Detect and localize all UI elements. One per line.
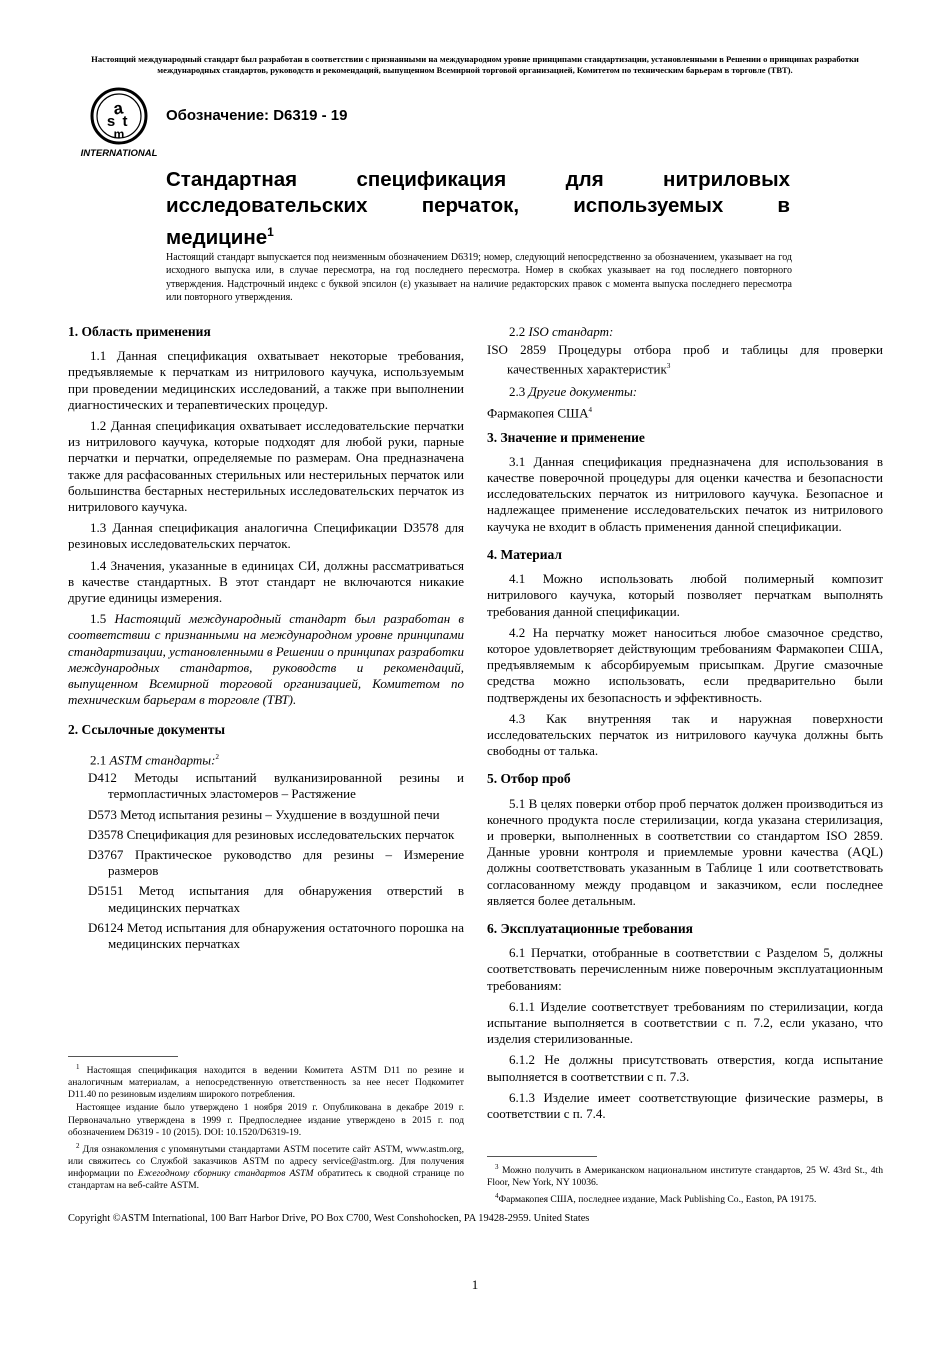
footnote-rule-left <box>68 1056 178 1057</box>
copyright: Copyright ©ASTM International, 100 Barr Harbor Drive, PO Box C700, West Conshohocken, PA 19428-2959. United States <box>68 1213 590 1224</box>
para-1-5-text: Настоящий международный стандарт был разработан в соответствии с признанными на международном уровне принципами стандартизации, установленными в Решении о принципах разработки международных стандартов, руководств и рекомендаций, выпущенном Всемирной торговой организацией, Комитетом по техническим барьерам в торговле (ТВТ). <box>68 611 465 708</box>
footnote-3-mark: 3 <box>495 1163 499 1171</box>
footnote-4-text: Фармакопея США, последнее издание, Mack Publishing Co., Easton, PA 19175. <box>498 1194 817 1206</box>
header-notice: Настоящий международный стандарт был разработан в соответствии с признанными на международном уровне принципами стандартизации, установленными в Решении о принципах разработки международных стандартов, руководств и рекомендаций, выпущенном Всемирной торговой организацией, Комитетом по техническим барьерам в торговле (ТВТ). <box>91 54 859 75</box>
para-4-1: 4.1 Можно использовать любой полимерный композит нитрилового каучука, который позволяет перчаткам выполнять требования данной спецификации. <box>487 571 883 619</box>
ref-d5151: D5151 Метод испытания для обнаружения отверстий в медицинских перчатках <box>88 883 464 915</box>
document-title <box>166 167 790 251</box>
right-column <box>487 324 883 1127</box>
para-6-1-2: 6.1.2 Не должны присутствовать отверстия, когда испытание выполняется в соответствии с п. 7.3. <box>487 1052 883 1084</box>
ref-d412: D412 Методы испытаний вулканизированной резины и термопластичных эластомеров – Растяжение <box>88 770 464 802</box>
subsection-2-2-label: ISO стандарт: <box>528 324 614 339</box>
para-1-2: 1.2 Данная спецификация охватывает исследовательские перчатки из нитрилового каучука, которые подходят для любой руки, парные перчатки и перчатки, определяемые по размерам. Она предназначена также для расфасованных стерильных или нестерильных перчаток или большинства бестарных нестерильных исследовательских перчаток из нитрилового каучука. <box>68 418 464 515</box>
section-5-heading: 5. Отбор проб <box>487 771 571 787</box>
ref-d6124: D6124 Метод испытания для обнаружения остаточного порошка на медицинских перчатках <box>88 919 464 952</box>
ref-iso-2859-text: ISO 2859 Процедуры отбора проб и таблицы для проверки качественных характеристик <box>487 342 883 377</box>
subsection-2-2 <box>487 324 883 340</box>
para-1-5-num: 1.5 <box>90 611 107 627</box>
footnotes-left <box>68 1056 464 1193</box>
para-6-1-1: 6.1.1 Изделие соответствует требованиям по стерилизации, когда испытание выполняется в соответствии с п. 7.2, если указано, что изделия стерилизованные. <box>487 998 883 1047</box>
footnote-2-mark: 2 <box>76 1141 80 1150</box>
footnote-2 <box>68 1140 464 1193</box>
title-line2: медицине <box>166 225 268 249</box>
subsection-2-1 <box>68 749 464 769</box>
para-3-1: 3.1 Данная спецификация предназначена для использования в качестве поверочной процедуры для оценки качества и безопасности исследовательских перчаток из нитрилового каучука. Безопасное и надлежащее применение исследовательских печаток из нитрилового каучука не входит в область применения данной спецификации. <box>487 453 883 534</box>
para-5-1: 5.1 В целях поверки отбор проб перчаток должен производиться из конечного продукта после стерилизации, когда указана стерилизация, и проверки, выполненных в соответствии со стандартом ISO 2859. Данные уровни контроля и приемлемые уровни качества (AQL) должны соответствовать указанным в Таблице 1 или соответствовать согласованному между продавцом и заказчиком, если последнее является более детальным. <box>487 795 883 908</box>
section-3-heading: 3. Значение и применение <box>487 429 645 445</box>
footnote-1-text: Настоящая спецификация находится в ведении Комитета ASTM D11 по резине и аналогичным материалам, а непосредственную ответственность за нее несет Подкомитет D11.40 по резиновым изделиям широкого потребления. <box>68 1065 464 1101</box>
footnote-4-mark: 4 <box>495 1192 499 1201</box>
ref-d3767: D3767 Практическое руководство для резины – Измерение размеров <box>88 847 464 879</box>
title-line1: Стандартная спецификация для нитриловых исследовательских перчаток, используемых в <box>166 168 790 217</box>
ref-d573: D573 Метод испытания резины – Ухудшение в воздушной печи <box>88 806 440 822</box>
para-1-5 <box>68 611 464 708</box>
subsection-2-1-num: 2.1 <box>90 752 107 767</box>
astm-logo-icon <box>78 86 160 160</box>
section-1-heading: 1. Область применения <box>68 324 211 339</box>
left-column <box>68 324 464 956</box>
issue-note: Настоящий стандарт выпускается под неизменным обозначением D6319; номер, следующий непосредственно за обозначением, указывает на год исходного выпуска или, в случае пересмотра, на год последнего пересмотра. Номер в скобках указывает на год последнего повторного утверждения. Надстрочный индекс с буквой эпсилон (ε) указывает на наличие редакторских правок с момента выпуска последнего пересмотра или повторного утверждения. <box>166 252 792 304</box>
footnote-mark-3[interactable]: 3 <box>666 362 671 371</box>
footnote-2-text-b: обратитесь к сводной странице по стандартам на веб-сайте ASTM. <box>68 1168 464 1192</box>
ref-iso-2859 <box>487 342 883 378</box>
section-6-heading: 6. Эксплуатационные требования <box>487 920 693 936</box>
page-number: 1 <box>471 1277 479 1292</box>
section-2-heading: 2. Ссылочные документы <box>68 722 226 738</box>
footnote-1 <box>68 1061 464 1101</box>
footnote-3-text: Можно получить в Американском национальном институте стандартов, 25 W. 43rd St., 4th Floor, New York, NY 10036. <box>487 1165 883 1189</box>
para-4-3: 4.3 Как внутренняя так и наружная поверхности исследовательских перчаток из нитрилового каучука должны быть свободны от талька. <box>487 710 883 759</box>
astm-logo <box>78 86 160 160</box>
ref-usp <box>487 402 883 422</box>
footnote-3 <box>487 1161 883 1189</box>
para-6-1-3: 6.1.3 Изделие имеет соответствующие физические размеры, в соответствии с п. 7.4. <box>487 1089 883 1121</box>
footnote-2-emphasis: Ежегодному сборнику стандартов ASTM <box>137 1168 314 1180</box>
section-4-heading: 4. Материал <box>487 546 562 562</box>
para-1-3: 1.3 Данная спецификация аналогична Спецификации D3578 для резиновых исследовательских перчаток. <box>68 520 464 552</box>
para-6-1: 6.1 Перчатки, отобранные в соответствии с Разделом 5, должны соответствовать перечисленным ниже поверочным эксплуатационным требованиям: <box>487 945 883 993</box>
subsection-2-3-num: 2.3 <box>509 383 526 399</box>
svg-text:a: a <box>112 98 125 119</box>
para-4-2: 4.2 На перчатку может наноситься любое смазочное средство, которое удовлетворяет действующим требованиям Фармакопеи США, предъявляемым к абсорбируемым присыпкам. Другие смазочные средства можно использовать, если предварительно были подтверждены их безопасность и эффективность. <box>487 624 883 705</box>
subsection-2-1-label: ASTM стандарты: <box>109 752 216 767</box>
subsection-2-2-num: 2.2 <box>509 324 526 339</box>
footnote-rule-right <box>487 1156 597 1157</box>
footnote-2-text-a: Для ознакомления с упомянутыми стандартами ASTM посетите сайт ASTM, www.astm.org, или свяжитесь со Службой заказчиков ASTM по адресу service@astm.org. Для получения информации по <box>68 1143 464 1180</box>
svg-text:m: m <box>113 127 125 141</box>
ref-usp-text: Фармакопея США <box>487 405 589 421</box>
para-1-1: 1.1 Данная спецификация охватывает некоторые требования, предъявляемые к перчаткам из нитрилового каучука, используемым при проведении медицинских исследований, а также при выполнении диагностических и терапевтических процедур. <box>68 348 464 412</box>
svg-text:t: t <box>122 113 128 130</box>
para-1-4: 1.4 Значения, указанные в единицах СИ, должны рассматриваться в качестве стандартных. В этот стандарт не включаются никакие другие единицы измерения. <box>68 557 464 606</box>
title-footnote-mark[interactable]: 1 <box>267 225 274 239</box>
subsection-2-3-label: Другие документы: <box>528 383 638 399</box>
logo-org-text: INTERNATIONAL <box>80 148 158 159</box>
footnotes-right <box>487 1156 883 1208</box>
subsection-2-3 <box>487 384 883 400</box>
footnote-mark-4[interactable]: 4 <box>588 406 593 415</box>
ref-d3578: D3578 Спецификация для резиновых исследовательских перчаток <box>88 826 455 842</box>
footnote-mark-2[interactable]: 2 <box>215 752 219 761</box>
designation: Обозначение: D6319 - 19 <box>166 107 348 124</box>
footnote-4 <box>487 1190 883 1206</box>
svg-text:s: s <box>106 113 116 130</box>
footnote-1b: Настоящее издание было утверждено 1 ноября 2019 г. Опубликована в декабре 2019 г. Первоначально утверждена в 1999 г. Предпоследнее издание утверждено в 2015 г. под обозначением D6319 - 10 (2015). DOI: 10.1520/D6319-19. <box>68 1102 464 1138</box>
footnote-1-mark: 1 <box>76 1063 80 1071</box>
